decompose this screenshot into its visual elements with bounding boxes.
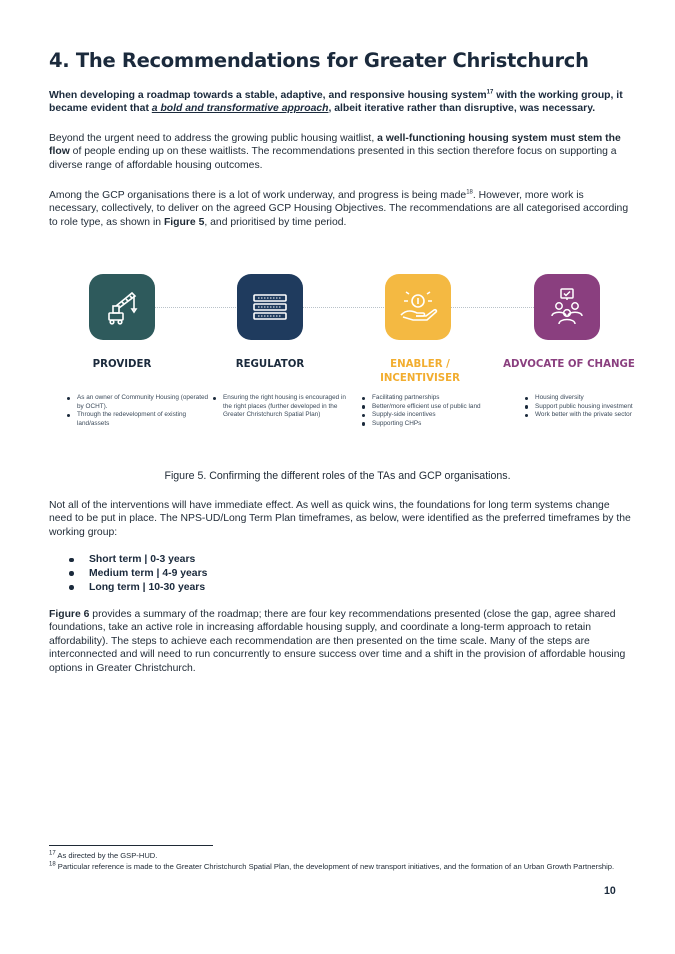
paragraph-waitlist [49, 132, 635, 172]
para2-text-2: of people ending up on these waitlists. The recommendations presented in this section therefore focus on supporting a diverse range of affordable housing outcomes. [49, 146, 617, 171]
footnote-17 [49, 851, 639, 861]
role-list [65, 394, 209, 428]
section-heading: 4. The Recommendations for Greater Christchurch [49, 49, 589, 72]
role-list [360, 394, 504, 428]
connector-line [124, 307, 554, 308]
list-item: Facilitating partnerships [372, 394, 504, 403]
list-item: Support public housing investment [535, 403, 667, 412]
role-list [523, 394, 667, 420]
para2-text-1: Beyond the urgent need to address the growing public housing waitlist, [49, 133, 378, 144]
list-item: Work better with the private sector [535, 411, 667, 420]
figure-5-reference[interactable]: Figure 5 [163, 216, 205, 228]
role-title: PROVIDER [92, 359, 152, 370]
para2-bold: a well-functioning housing system must stem the flow [49, 133, 621, 158]
figure-5-roles [49, 270, 635, 450]
footnote-text: As directed by the GSP-HUD. [55, 851, 158, 860]
list-item: Better/more efficient use of public land [372, 403, 504, 412]
hand-coin-icon [385, 274, 451, 340]
para3-text-1: Among the GCP organisations there is a lot of work underway, and progress is being made [49, 190, 467, 201]
list-item: Through the redevelopment of existing land/assets [77, 411, 209, 428]
footnote-divider [49, 845, 213, 846]
list-item: Ensuring the right housing is encouraged in the right places (further developed in the Greater Christchurch Spatial Plan) [223, 394, 355, 420]
footnote-ref-17[interactable]: 17 [486, 89, 494, 96]
intro-text-1: When developing a roadmap towards a stable, adaptive, and responsive housing system [49, 90, 487, 101]
timeframe-list [68, 553, 207, 594]
list-item: Short term | 0-3 years [68, 553, 207, 567]
group-advocate-icon [534, 274, 600, 340]
intro-paragraph [49, 89, 635, 116]
list-item: Supporting CHPs [372, 420, 504, 429]
list-item: Supply-side incentives [372, 411, 504, 420]
footnote-number: 17 [49, 850, 56, 857]
list-item: Long term | 10-30 years [68, 581, 207, 595]
para3-text-3: , and prioritised by time period. [204, 216, 347, 228]
intro-text-3: , albeit iterative rather than disruptive, was necessary. [328, 103, 596, 115]
footnote-ref-18[interactable]: 18 [466, 189, 473, 196]
list-item: Housing diversity [535, 394, 667, 403]
role-list [211, 394, 355, 420]
paragraph-gcp-work [49, 189, 635, 229]
paragraph-roadmap [49, 608, 635, 675]
footnote-text: Particular reference is made to the Greater Christchurch Spatial Plan, the development of new transport initiatives, and the formation of an Urban Growth Partnership. [55, 862, 615, 871]
footnote-number: 18 [49, 861, 56, 868]
intro-text-2: with the working group, it became evident that [49, 90, 623, 115]
intro-emphasis: a bold and transformative approach [151, 103, 329, 115]
document-stack-icon [237, 274, 303, 340]
crane-icon [89, 274, 155, 340]
role-title: ADVOCATE OF CHANGE [503, 359, 635, 370]
para5-text: provides a summary of the roadmap; there are four key recommendations presented (close the gap, agree shared foundations, take an active role in increasing affordable housing supply, and coordinate a long-term approach to retain affordability). The steps to achieve each recommendation are then presented on the time scale. Many of the steps are interconnected and will need to run concurrently to ensure success over time and a shift in the provision of affordable housing options in Greater Christchurch. [49, 609, 626, 674]
role-title: ENABLER / INCENTIVISER [380, 359, 460, 384]
role-title: REGULATOR [235, 359, 305, 370]
figure-caption: Figure 5. Confirming the different roles of the TAs and GCP organisations. [164, 470, 511, 482]
figure-6-reference[interactable]: Figure 6 [49, 609, 90, 620]
list-item: As an owner of Community Housing (operated by OCHT). [77, 394, 209, 410]
para3-text-2: . However, more work is necessary, collectively, to deliver on the agreed GCP Housing Objectives. The recommendations are all categorised according to role type, as shown in [49, 190, 629, 228]
page-number: 10 [604, 885, 616, 897]
paragraph-timeframes: Not all of the interventions will have immediate effect. As well as quick wins, the foundations for long term systems change need to be put in place. The NPS-UD/Long Term Plan timeframes, as below, were identified as the preferred timeframes by the working group: [49, 500, 631, 538]
footnote-18 [49, 862, 639, 872]
list-item: Medium term | 4-9 years [68, 567, 207, 581]
